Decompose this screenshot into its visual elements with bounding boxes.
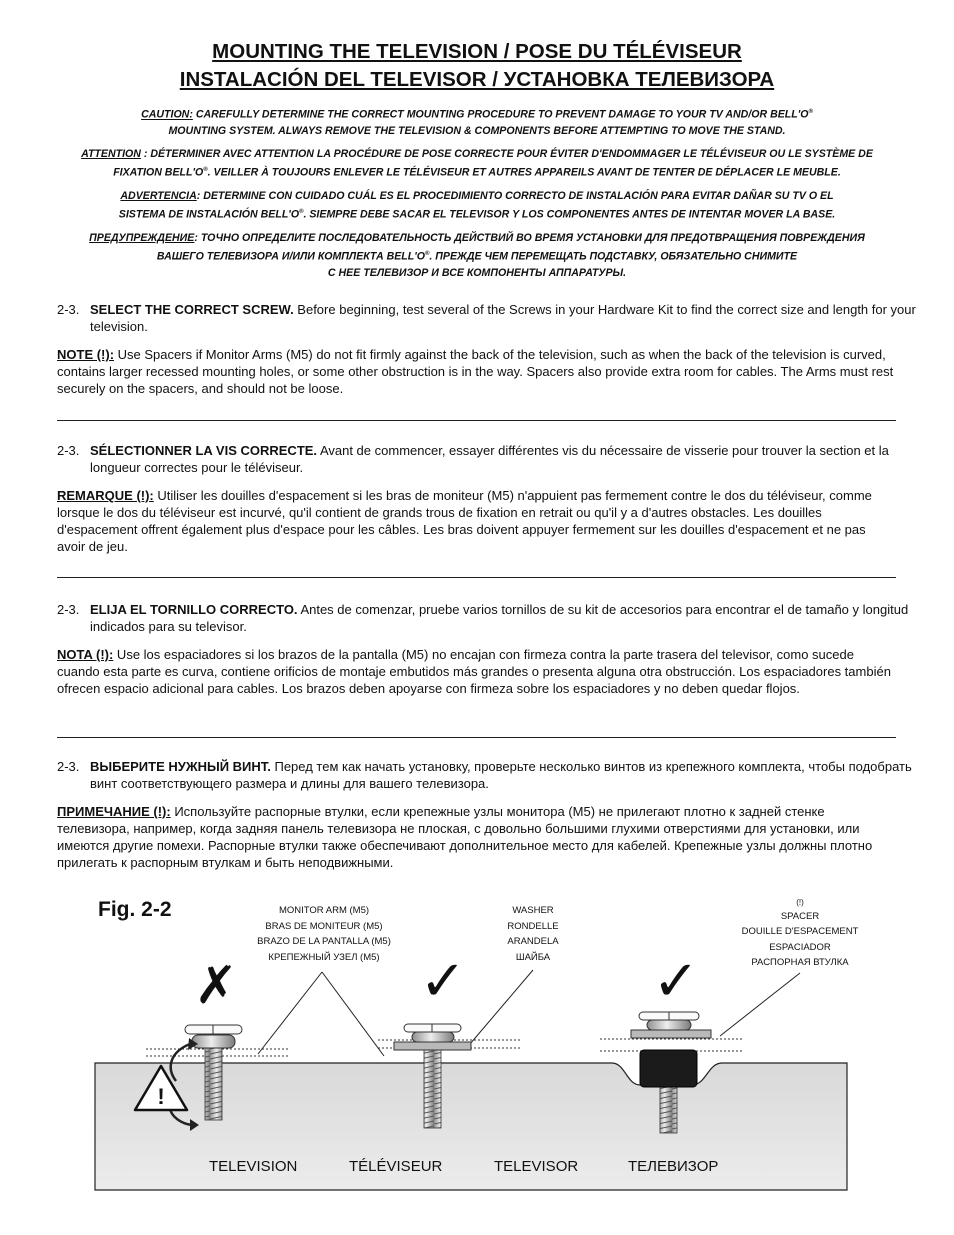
- step-text: Before beginning, test several of the Screws in your Hardware Kit to find the correct size and length for your television.: [90, 302, 916, 334]
- step-text: Avant de commencer, essayer différentes vis du nécessaire de visserie pour trouver la section et la longueur correctes pour le téléviseur.: [90, 443, 889, 475]
- callout-line: WASHER: [512, 905, 554, 916]
- callout-line: ШАЙБА: [515, 951, 551, 963]
- step-heading: SELECT THE CORRECT SCREW.: [90, 302, 294, 317]
- caution-text: : ТОЧНО ОПРЕДЕЛИТЕ ПОСЛЕДОВАТЕЛЬНОСТЬ ДЕЙСТВИЙ ВО ВРЕМЯ УСТАНОВКИ ДЛЯ ПРЕДОТВРАЩЕНИЯ ПОВРЕЖДЕНИЯ: [194, 232, 865, 244]
- step-heading: ВЫБЕРИТЕ НУЖНЫЙ ВИНТ.: [90, 759, 271, 774]
- caution-text: ВАШЕГО ТЕЛЕВИЗОРА И/ИЛИ КОМПЛЕКТА BELL'O: [156, 250, 425, 263]
- caution-label: ATTENTION: [81, 148, 141, 160]
- callout-line: ARANDELA: [507, 936, 559, 947]
- page-title-line-1: MOUNTING THE TELEVISION / POSE DU TÉLÉVISEUR: [212, 40, 742, 63]
- note-label: REMARQUE (!):: [57, 488, 154, 503]
- step-text: Перед тем как начать установку, проверьте несколько винтов из крепежного комплекта, чтобы подобрать винт соответствующего размера и длины для вашего телевизора.: [90, 759, 912, 791]
- note-label: NOTE (!):: [57, 347, 115, 362]
- callout-line: КРЕПЕЖНЫЙ УЗЕЛ (M5): [268, 951, 380, 963]
- callout-line: BRAZO DE LA PANTALLA (M5): [257, 936, 391, 947]
- registered-mark: ®: [425, 251, 430, 257]
- note-label: ПРИМЕЧАНИЕ (!):: [57, 804, 171, 819]
- caution-text: . SIEMPRE DEBE SACAR EL TELEVISOR Y LOS COMPONENTES ANTES DE INTENTAR MOVER LA BASE.: [303, 208, 836, 221]
- callout-line: DOUILLE D'ESPACEMENT: [741, 926, 859, 938]
- step-number: 2-3.: [57, 602, 80, 617]
- callout-line: BRAS DE MONITEUR (M5): [265, 920, 383, 932]
- step-heading: SÉLECTIONNER LA VIS CORRECTE.: [90, 443, 318, 458]
- caution-label: ADVERTENCIA: [120, 190, 197, 202]
- warning-icon: !: [157, 1084, 165, 1109]
- tv-label-spanish: TELEVISOR: [494, 1158, 579, 1175]
- note-text: Используйте распорные втулки, если крепежные узлы монитора (M5) не прилегают плотно к задней стенке телевизора, например, когда задняя панель телевизора не плоская, с довольно большими глухими отверстиями для установки, или имеются другие помехи. Распорные втулки также обеспечивают дополнительное место для кабелей. Крепежные узлы должны плотно прилегать к распорным втулкам и быть неподвижными.: [57, 804, 873, 870]
- caution-text: CAREFULLY DETERMINE THE CORRECT MOUNTING PROCEDURE TO PREVENT DAMAGE TO YOUR TV AND/OR BELL'O: [192, 108, 809, 121]
- caution-text: . ПРЕЖДЕ ЧЕМ ПЕРЕМЕЩАТЬ ПОДСТАВКУ, ОБЯЗАТЕЛЬНО СНИМИТЕ: [429, 250, 798, 263]
- callout-line: MONITOR ARM (M5): [278, 905, 370, 916]
- caution-text: С НЕЕ ТЕЛЕВИЗОР И ВСЕ КОМПОНЕНТЫ АППАРАТУРЫ.: [327, 266, 627, 279]
- page-title-line-2: INSTALACIÓN DEL TELEVISOR / УСТАНОВКА ТЕЛЕВИЗОРА: [179, 68, 775, 91]
- registered-mark: ®: [808, 109, 813, 115]
- callout-line: SPACER: [780, 911, 820, 922]
- leader-line: [258, 972, 322, 1054]
- registered-mark: ®: [299, 209, 304, 215]
- step-number: 2-3.: [57, 443, 80, 458]
- caution-text: : DÉTERMINER AVEC ATTENTION LA PROCÉDURE DE POSE CORRECTE POUR ÉVITER D'ENDOMMAGER LE TÉLÉVISEUR OU LE SYSTÈME DE: [140, 148, 873, 160]
- check-mark-icon: ✓: [419, 949, 467, 1014]
- step-number: 2-3.: [57, 302, 80, 317]
- caution-text: SISTEMA DE INSTALACIÓN BELL'O: [118, 208, 300, 221]
- step-number: 2-3.: [57, 759, 80, 774]
- callout-line: РАСПОРНАЯ ВТУЛКА: [751, 956, 849, 968]
- note-text: Utiliser les douilles d'espacement si les bras de moniteur (M5) n'appuient pas fermement contre le dos du téléviseur, comme lorsque le dos du téléviseur est incurvé, qu'il contient de grands trous de fixation en retrait ou qu'il y a d'autres obstacles. Les douilles d'espacement offrent également plus d'espace pour les câbles. Les bras doivent appuyer fermement sur les douilles d'espacement et ne pas avoir de jeu.: [57, 488, 872, 554]
- leader-line: [322, 972, 384, 1056]
- callout-line: RONDELLE: [507, 920, 559, 932]
- caution-label: ПРЕДУПРЕЖДЕНИЕ: [89, 232, 195, 244]
- callout-line: ESPACIADOR: [769, 941, 831, 953]
- tv-label-french: TÉLÉVISEUR: [349, 1158, 443, 1175]
- tv-label-english: TELEVISION: [209, 1158, 298, 1175]
- check-mark-icon: ✓: [652, 949, 700, 1014]
- caution-label: CAUTION:: [141, 108, 193, 121]
- callout-line: (!): [796, 898, 804, 907]
- note-text: Use los espaciadores si los brazos de la pantalla (M5) no encajan con firmeza contra la parte trasera del televisor, como sucede cuando esta parte es curva, contiene orificios de montaje embutidos más grandes o presenta alguna otra obstrucción. Los espaciadores también ofrecen espacio adicional para cables. Los brazos deben apoyarse con firmeza sobre los espaciadores y no deben quedar flojos.: [57, 647, 891, 696]
- note-label: NOTA (!):: [57, 647, 114, 662]
- leader-line: [720, 973, 800, 1036]
- step-text: Antes de comenzar, pruebe varios tornillos de su kit de accesorios para encontrar el de tamaño y longitud indicados para su televisor.: [90, 602, 909, 634]
- caution-text: MOUNTING SYSTEM. ALWAYS REMOVE THE TELEVISION & COMPONENTS BEFORE ATTEMPTING TO MOVE THE STAND.: [168, 124, 786, 137]
- step-heading: ELIJA EL TORNILLO CORRECTO.: [90, 602, 298, 617]
- caution-text: . VEILLER À TOUJOURS ENLEVER LE TÉLÉVISEUR ET AUTRES APPAREILS AVANT DE TENTER DE DÉPLACER LE MEUBLE.: [207, 166, 841, 179]
- wrong-mark-icon: ✗: [194, 956, 238, 1016]
- figure-title: Fig. 2-2: [98, 898, 172, 921]
- registered-mark: ®: [203, 167, 208, 173]
- caution-text: : DETERMINE CON CUIDADO CUÁL ES EL PROCEDIMIENTO CORRECTO DE INSTALACIÓN PARA EVITAR DAÑAR SU TV O EL: [196, 190, 834, 202]
- note-text: Use Spacers if Monitor Arms (M5) do not fit firmly against the back of the television, such as when the back of the television is curved, contains larger recessed mounting holes, or some other obstruction is in the way. Spacers also provide extra room for cables. The Arms must rest securely on the spacers, and should not be loose.: [57, 347, 894, 396]
- caution-text: FIXATION BELL'O: [113, 166, 204, 179]
- leader-line: [470, 970, 533, 1044]
- tv-label-russian: ТЕЛЕВИЗОР: [628, 1158, 719, 1175]
